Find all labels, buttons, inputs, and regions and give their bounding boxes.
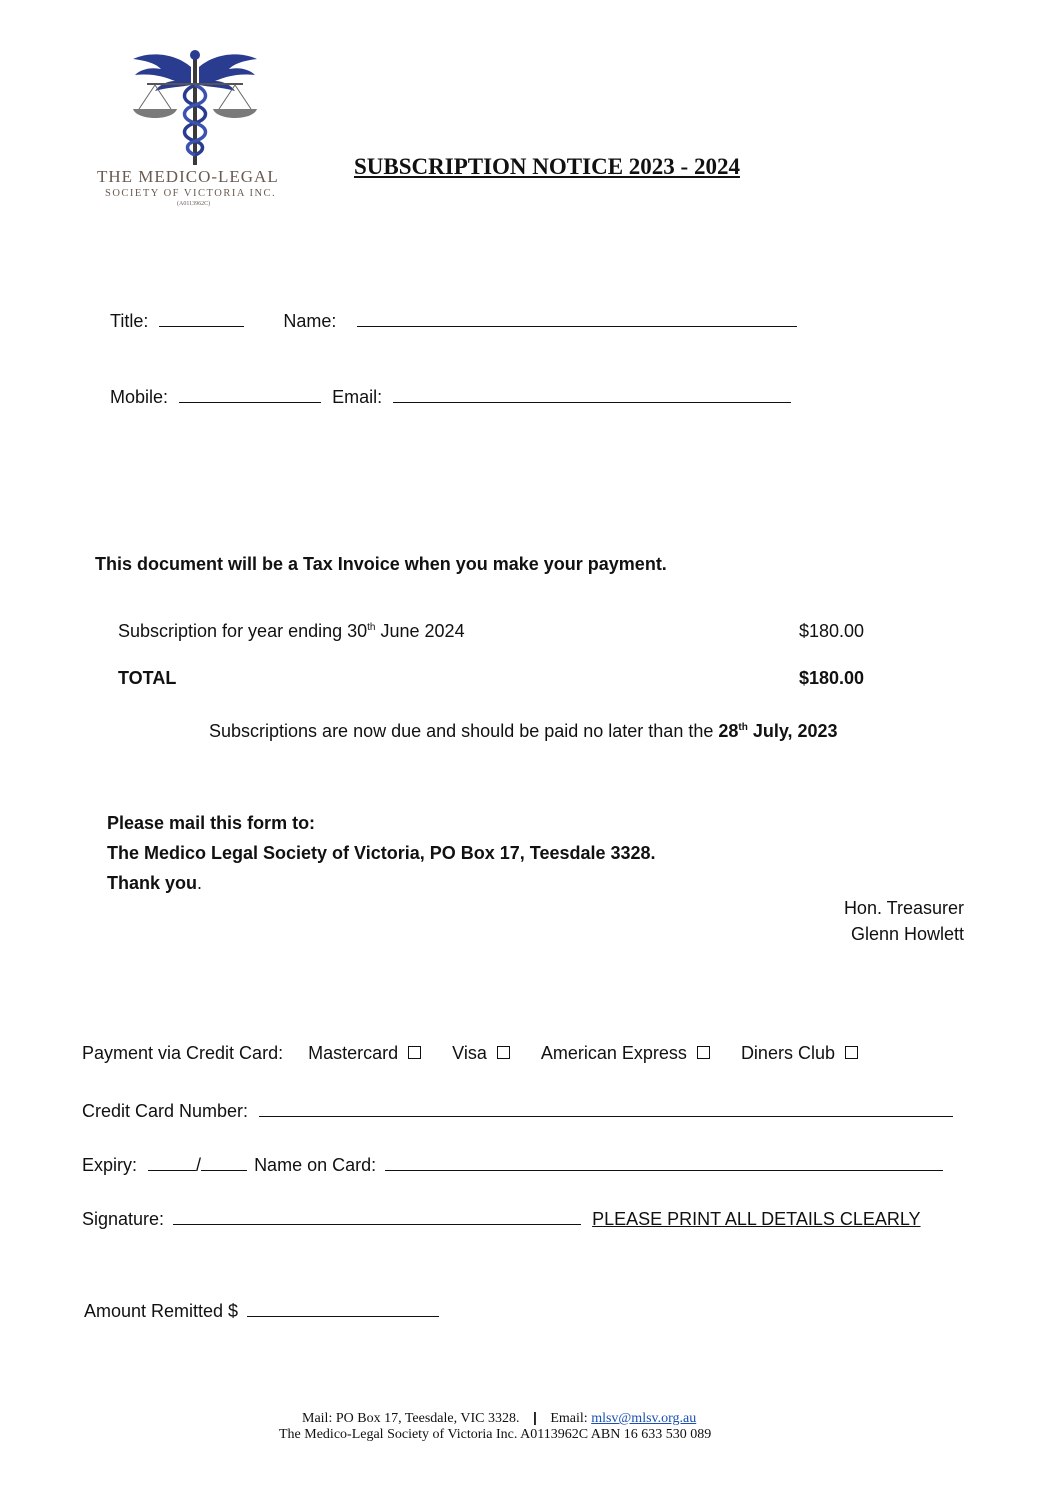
page-title: SUBSCRIPTION NOTICE 2023 - 2024: [354, 154, 740, 179]
line-desc-sup: th: [367, 622, 376, 633]
visa-label: Visa: [452, 1043, 487, 1063]
mobile-email-row: [110, 384, 791, 408]
mastercard-label: Mastercard: [308, 1043, 399, 1063]
card-number-row: [82, 1098, 953, 1122]
due-text: Subscriptions are now due and should be paid no later than the: [209, 721, 719, 741]
expiry-label: Expiry:: [82, 1155, 138, 1175]
amex-checkbox[interactable]: [697, 1046, 710, 1059]
footer-email-link[interactable]: mlsv@mlsv.org.au: [591, 1411, 697, 1426]
expiry-month-field[interactable]: [148, 1152, 196, 1171]
payment-label: Payment via Credit Card:: [82, 1043, 284, 1063]
treasurer-name: Glenn Howlett: [850, 924, 964, 944]
amount-remitted-row: [84, 1298, 439, 1322]
expiry-row: [82, 1152, 943, 1176]
mobile-label: Mobile:: [110, 387, 169, 407]
due-day: 28: [718, 721, 739, 741]
email-field[interactable]: [393, 384, 791, 403]
option-diners: [741, 1043, 858, 1063]
treasurer-role: Hon. Treasurer: [843, 898, 964, 918]
name-label: Name:: [283, 311, 337, 331]
caduceus-scales-icon: [95, 45, 295, 170]
mobile-field[interactable]: [179, 384, 321, 403]
card-number-field[interactable]: [259, 1098, 953, 1117]
email-label: Email:: [332, 387, 383, 407]
thank-you: Thank you: [107, 873, 198, 893]
footer-mail: Mail: PO Box 17, Teesdale, VIC 3328.: [302, 1411, 520, 1426]
title-field[interactable]: [159, 308, 244, 327]
title-name-row: [110, 308, 797, 332]
due-day-sup: th: [738, 722, 748, 733]
total-label: TOTAL: [118, 668, 177, 688]
line-desc-pre: Subscription for year ending 30: [118, 621, 368, 641]
logo-text-line2: SOCIETY OF VICTORIA INC.: [105, 188, 277, 199]
card-number-label: Credit Card Number:: [82, 1101, 249, 1121]
society-logo: [95, 45, 295, 210]
name-on-card-field[interactable]: [385, 1152, 943, 1171]
name-field[interactable]: [357, 308, 797, 327]
thank-you-suffix: .: [197, 873, 203, 893]
footer-line1: [302, 1409, 696, 1427]
option-mastercard: [308, 1043, 426, 1063]
footer-email-label: Email:: [550, 1411, 592, 1426]
title-label: Title:: [110, 311, 149, 331]
option-amex: [541, 1043, 715, 1063]
diners-checkbox[interactable]: [845, 1046, 858, 1059]
mail-line3: [107, 873, 202, 894]
payment-row: [82, 1043, 858, 1064]
mail-line2: The Medico Legal Society of Victoria, PO Box 17, Teesdale 3328.: [107, 843, 656, 863]
print-clearly-note: PLEASE PRINT ALL DETAILS CLEARLY: [592, 1209, 921, 1229]
expiry-separator: /: [196, 1155, 202, 1175]
diners-label: Diners Club: [740, 1043, 835, 1063]
footer-line2: The Medico-Legal Society of Victoria Inc. A0113962C ABN 16 633 530 089: [279, 1427, 712, 1442]
expiry-year-field[interactable]: [201, 1152, 247, 1171]
signature-field[interactable]: [173, 1206, 581, 1225]
logo-text-line1: THE MEDICO-LEGAL: [97, 167, 279, 186]
mastercard-checkbox[interactable]: [408, 1046, 421, 1059]
footer-separator: |: [532, 1409, 537, 1425]
signature-row: [82, 1206, 921, 1230]
visa-checkbox[interactable]: [497, 1046, 510, 1059]
due-rest: July, 2023: [747, 721, 838, 741]
amex-label: American Express: [540, 1043, 687, 1063]
subscription-line-desc: [118, 621, 465, 642]
line-desc-post: June 2024: [375, 621, 465, 641]
mail-line1: Please mail this form to:: [107, 813, 316, 833]
due-date-note: [209, 721, 838, 742]
total-amount: $180.00: [799, 668, 865, 688]
name-on-card-label: Name on Card:: [254, 1155, 377, 1175]
amount-remitted-field[interactable]: [247, 1298, 439, 1317]
amount-remitted-label: Amount Remitted $: [84, 1301, 239, 1321]
logo-text-line3: (A0113962C): [177, 201, 211, 207]
subscription-line-amount: $180.00: [799, 621, 865, 641]
tax-invoice-note: This document will be a Tax Invoice when you make your payment.: [95, 554, 667, 574]
option-visa: [452, 1043, 515, 1063]
signature-label: Signature:: [82, 1209, 165, 1229]
